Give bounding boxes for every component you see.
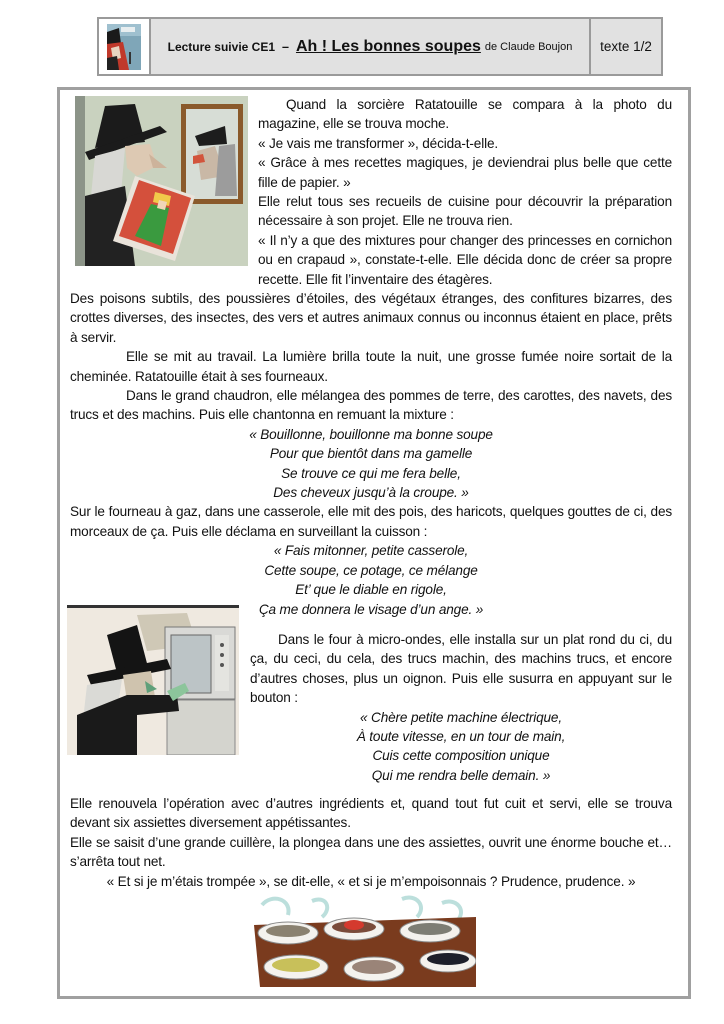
witch-microwave-illustration	[67, 605, 239, 755]
verse-line: Cette soupe, ce potage, ce mélange	[264, 562, 478, 578]
title-dash: –	[282, 39, 289, 54]
series-label: Lecture suivie CE1	[167, 39, 276, 54]
verse-line: Pour que bientôt dans ma gamelle	[269, 446, 473, 462]
verse-line: À toute vitesse, en un tour de main,	[356, 729, 566, 745]
paragraph: Sur le fourneau à gaz, dans une casserole, elle mit des pois, des haricots, quelques gouttes de ci, des morceaux de ça. Puis elle déclama en surveillant la cuisson :	[70, 504, 672, 539]
verse-line: Se trouve ce qui me fera belle,	[281, 465, 461, 481]
verse-line: Et’ que le diable en rigole,	[295, 582, 447, 598]
paragraph: « Et si je m’étais trompée », se dit-elle, « et si je m’empoisonnais ? Prudence, prudence. »	[106, 873, 636, 889]
paragraph: « Grâce à mes recettes magiques, je deviendrai plus belle que cette fille de papier. »	[258, 155, 672, 190]
book-title: Ah ! Les bonnes soupes	[295, 37, 481, 55]
paragraph: « Il n’y a que des mixtures pour changer des princesses en cornichon ou en crapaud », constate-t-elle. Elle décida donc de créer sa propre recette. Elle fit l’inventaire des étagères.	[258, 232, 672, 287]
story-block-middle	[70, 289, 672, 619]
story-block-microwave	[250, 630, 672, 785]
paragraph: Quand la sorcière Ratatouille se compara à la photo du magazine, elle se trouva moche.	[258, 97, 672, 132]
six-soup-plates-illustration	[252, 895, 476, 987]
book-cover-thumbnail	[99, 19, 151, 74]
paragraph: Elle renouvela l’opération avec d’autres ingrédients et, quand tout fut cuit et servi, elle se trouva devant six assiettes diversement appétissantes.	[70, 796, 672, 831]
verse-line: « Chère petite machine électrique,	[360, 709, 562, 725]
story-block-intro	[258, 95, 672, 289]
verse-line: « Bouillonne, bouillonne ma bonne soupe	[249, 426, 493, 442]
paragraph: Elle se saisit d’une grande cuillère, la plongea dans une des assiettes, ouvrit une énorme bouche et… s’arrêta tout net.	[70, 834, 672, 870]
book-cover-icon	[107, 24, 141, 70]
book-author: de Claude Boujon	[484, 40, 573, 53]
paragraph: « Je vais me transformer », décida-t-elle.	[258, 135, 498, 151]
six-plates-illustration	[252, 895, 476, 987]
paragraph: Elle se mit au travail. La lumière brilla toute la nuit, une grosse fumée noire sortait de la cheminée. Ratatouille était à ses fourneaux.	[70, 349, 672, 384]
story-block-ending	[70, 794, 672, 891]
witch-magazine-illustration	[75, 96, 248, 266]
paragraph: Elle relut tous ses recueils de cuisine pour découvrir la préparation nécessaire à son projet. Elle ne trouva rien.	[258, 194, 672, 229]
paragraph: Dans le grand chaudron, elle mélangea des pommes de terre, des carottes, des navets, des trucs et des machins. Puis elle chantonna en remuant la mixture :	[70, 388, 672, 423]
witch-with-magazine-and-mirror-illustration	[75, 96, 248, 266]
verse-line: Cuis cette composition unique	[372, 748, 550, 764]
text-number: texte 1/2	[600, 39, 652, 54]
verse-line: Ça me donnera le visage d’un ange. »	[258, 601, 484, 617]
verse-line: Qui me rendra belle demain. »	[371, 767, 551, 783]
paragraph: Des poisons subtils, des poussières d’étoiles, des végétaux étranges, des confitures bizarres, des crottes diverses, des insectes, des vers et autres animaux connus ou inconnus étaient en place, prêts à servir.	[70, 291, 672, 345]
verse-line: « Fais mitonner, petite casserole,	[273, 543, 469, 559]
paragraph: Dans le four à micro-ondes, elle installa sur un plat rond du ci, du ça, du ceci, du cela, des trucs machin, des machins trucs, et encore d’autres choses, plus un oignon. Puis elle susurra en appuyant sur le bouton :	[250, 632, 672, 706]
verse-line: Des cheveux jusqu’à la croupe. »	[273, 485, 469, 501]
worksheet-title	[151, 19, 591, 74]
worksheet-header	[97, 17, 663, 76]
witch-at-microwave-illustration	[67, 605, 239, 755]
